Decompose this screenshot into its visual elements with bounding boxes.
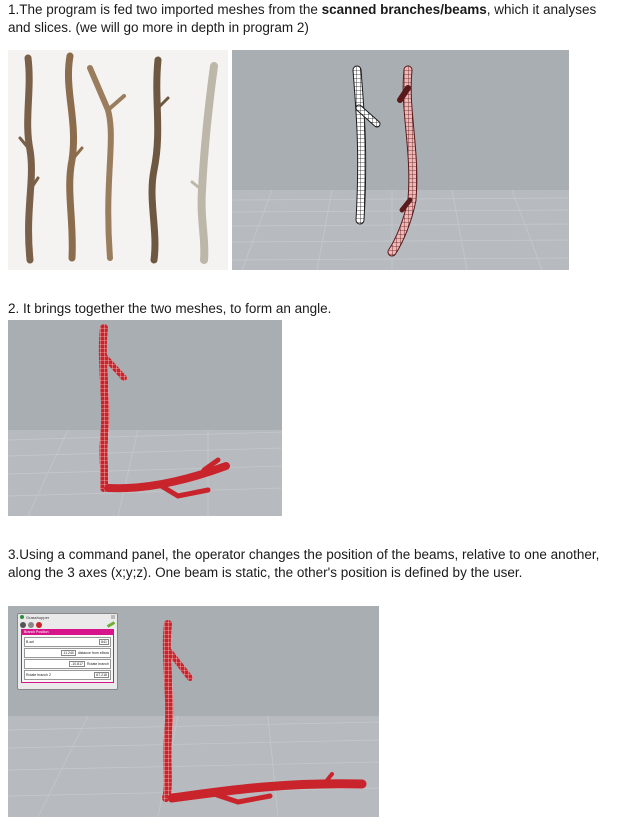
panel-toolbar <box>18 620 117 629</box>
grasshopper-panel[interactable] <box>17 613 118 690</box>
step1-bold-phrase: scanned branches/beams <box>321 2 487 17</box>
viewport-command-panel <box>8 606 379 817</box>
close-icon[interactable] <box>111 615 115 619</box>
slider-label: B-sel <box>26 640 34 644</box>
slider-list <box>22 635 113 682</box>
pencil-icon[interactable] <box>107 621 115 628</box>
branch-position-group <box>21 629 114 683</box>
viewport-meshes-angle <box>8 320 282 516</box>
slider-row[interactable] <box>24 648 111 658</box>
group-header: Branch Position <box>22 630 113 635</box>
slider-row[interactable] <box>24 659 111 669</box>
slider-label: Rotate branch 2 <box>26 673 51 677</box>
slider-value[interactable]: -10.817 <box>71 662 83 666</box>
slider-row[interactable] <box>24 670 111 680</box>
step3-paragraph: 3.Using a command panel, the operator changes the position of the beams, relative to one another, along the 3 axes (x;y;z). One beam is static, the other's position is defined by the user. <box>8 547 600 580</box>
slider-value[interactable]: 11.240 <box>63 651 74 655</box>
step2-paragraph: 2. It brings together the two meshes, to form an angle. <box>8 301 332 316</box>
scanned-branches-photo <box>8 50 228 270</box>
viewport-two-meshes <box>232 50 569 270</box>
slider-caption: Rotate branch <box>87 662 109 666</box>
slider-caption: distance from elbow <box>77 651 109 655</box>
settings-icon[interactable] <box>28 622 34 628</box>
step1-paragraph <box>8 1 608 37</box>
grasshopper-logo-icon <box>20 615 24 619</box>
step1-text-end: , which it analyses and slices. (we will go more in depth in program 2) <box>8 2 597 35</box>
stop-icon[interactable] <box>36 622 42 628</box>
slider-row[interactable] <box>24 637 111 647</box>
step1-text-start: 1.The program is fed two imported meshes from the <box>8 2 322 17</box>
slider-value[interactable]: 67.218 <box>96 673 107 677</box>
panel-title: Grasshopper <box>26 614 50 620</box>
preview-icon[interactable] <box>20 622 26 628</box>
slider-value[interactable]: 841 <box>101 640 107 644</box>
